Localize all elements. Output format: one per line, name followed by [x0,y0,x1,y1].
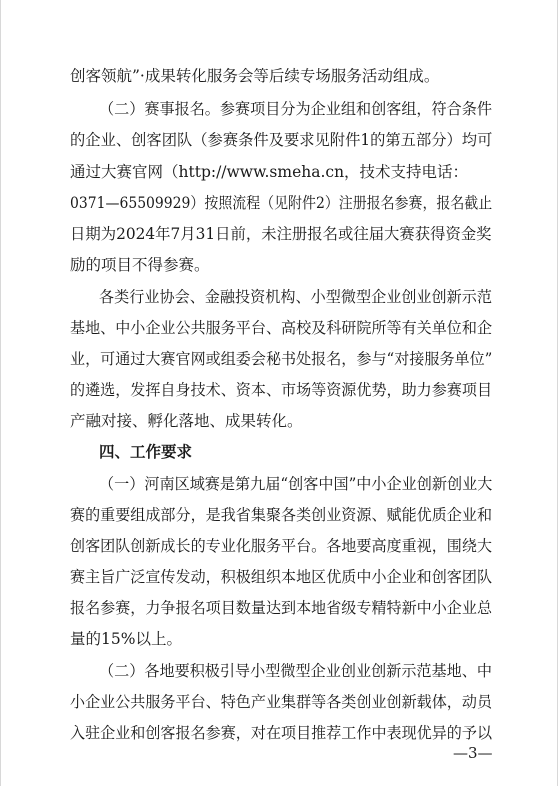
text-line: 基地、中小企业公共服务平台、高校及科研院所等有关单位和企 [70,319,493,337]
text-line: 入驻企业和创客报名参赛，对在项目推荐工作中表现优异的予以 [70,724,493,742]
text-line: 通过大赛官网（http://www.smeha.cn，技术支持电话： [70,163,469,181]
text-line: 创客团队创新成长的专业化服务平台。各地要高度重视，围绕大 [70,537,493,555]
text-line: （一）河南区域赛是第九届“创客中国”中小企业创新创业大 [99,475,493,493]
section-heading: 四、工作要求 [99,443,193,461]
text-line: 日期为2024年7月31日前，未注册报名或往届大赛获得资金奖 [70,225,492,243]
text-line: 创客领航”·成果转化服务会等后续专场服务活动组成。 [70,67,440,85]
text-line: 产融对接、孵化落地、成果转化。 [70,412,303,430]
text-line: 赛主旨广泛宣传发动，积极组织本地区优质中小企业和创客团队 [70,568,493,586]
text-line: 励的项目不得参赛。 [70,256,210,274]
text-line: 各类行业协会、金融投资机构、小型微型企业创业创新示范 [99,288,493,306]
text-line: 小企业公共服务平台、特色产业集群等各类创业创新载体，动员 [70,693,493,711]
text-line: 量的15%以上。 [70,630,182,648]
text-line: 0371—65509929）按照流程（见附件2）注册报名参赛，报名截止 [70,194,493,212]
text-line: 报名参赛，力争报名项目数量达到本地省级专精特新中小企业总 [70,599,493,617]
text-line: 的遴选，发挥自身技术、资本、市场等资源优势，助力参赛项目 [70,381,493,399]
text-line: （二）各地要积极引导小型微型企业创业创新示范基地、中 [99,662,493,680]
text-line: 业，可通过大赛官网或组委会秘书处报名，参与“对接服务单位” [70,350,493,368]
text-line: （二）赛事报名。参赛项目分为企业组和创客组，符合条件 [99,100,493,118]
text-line: 赛的重要组成部分，是我省集聚各类创业资源、赋能优质企业和 [70,506,493,524]
page-number: —3— [453,744,493,762]
text-line: 的企业、创客团队（参赛条件及要求见附件1的第五部分）均可 [70,131,493,149]
